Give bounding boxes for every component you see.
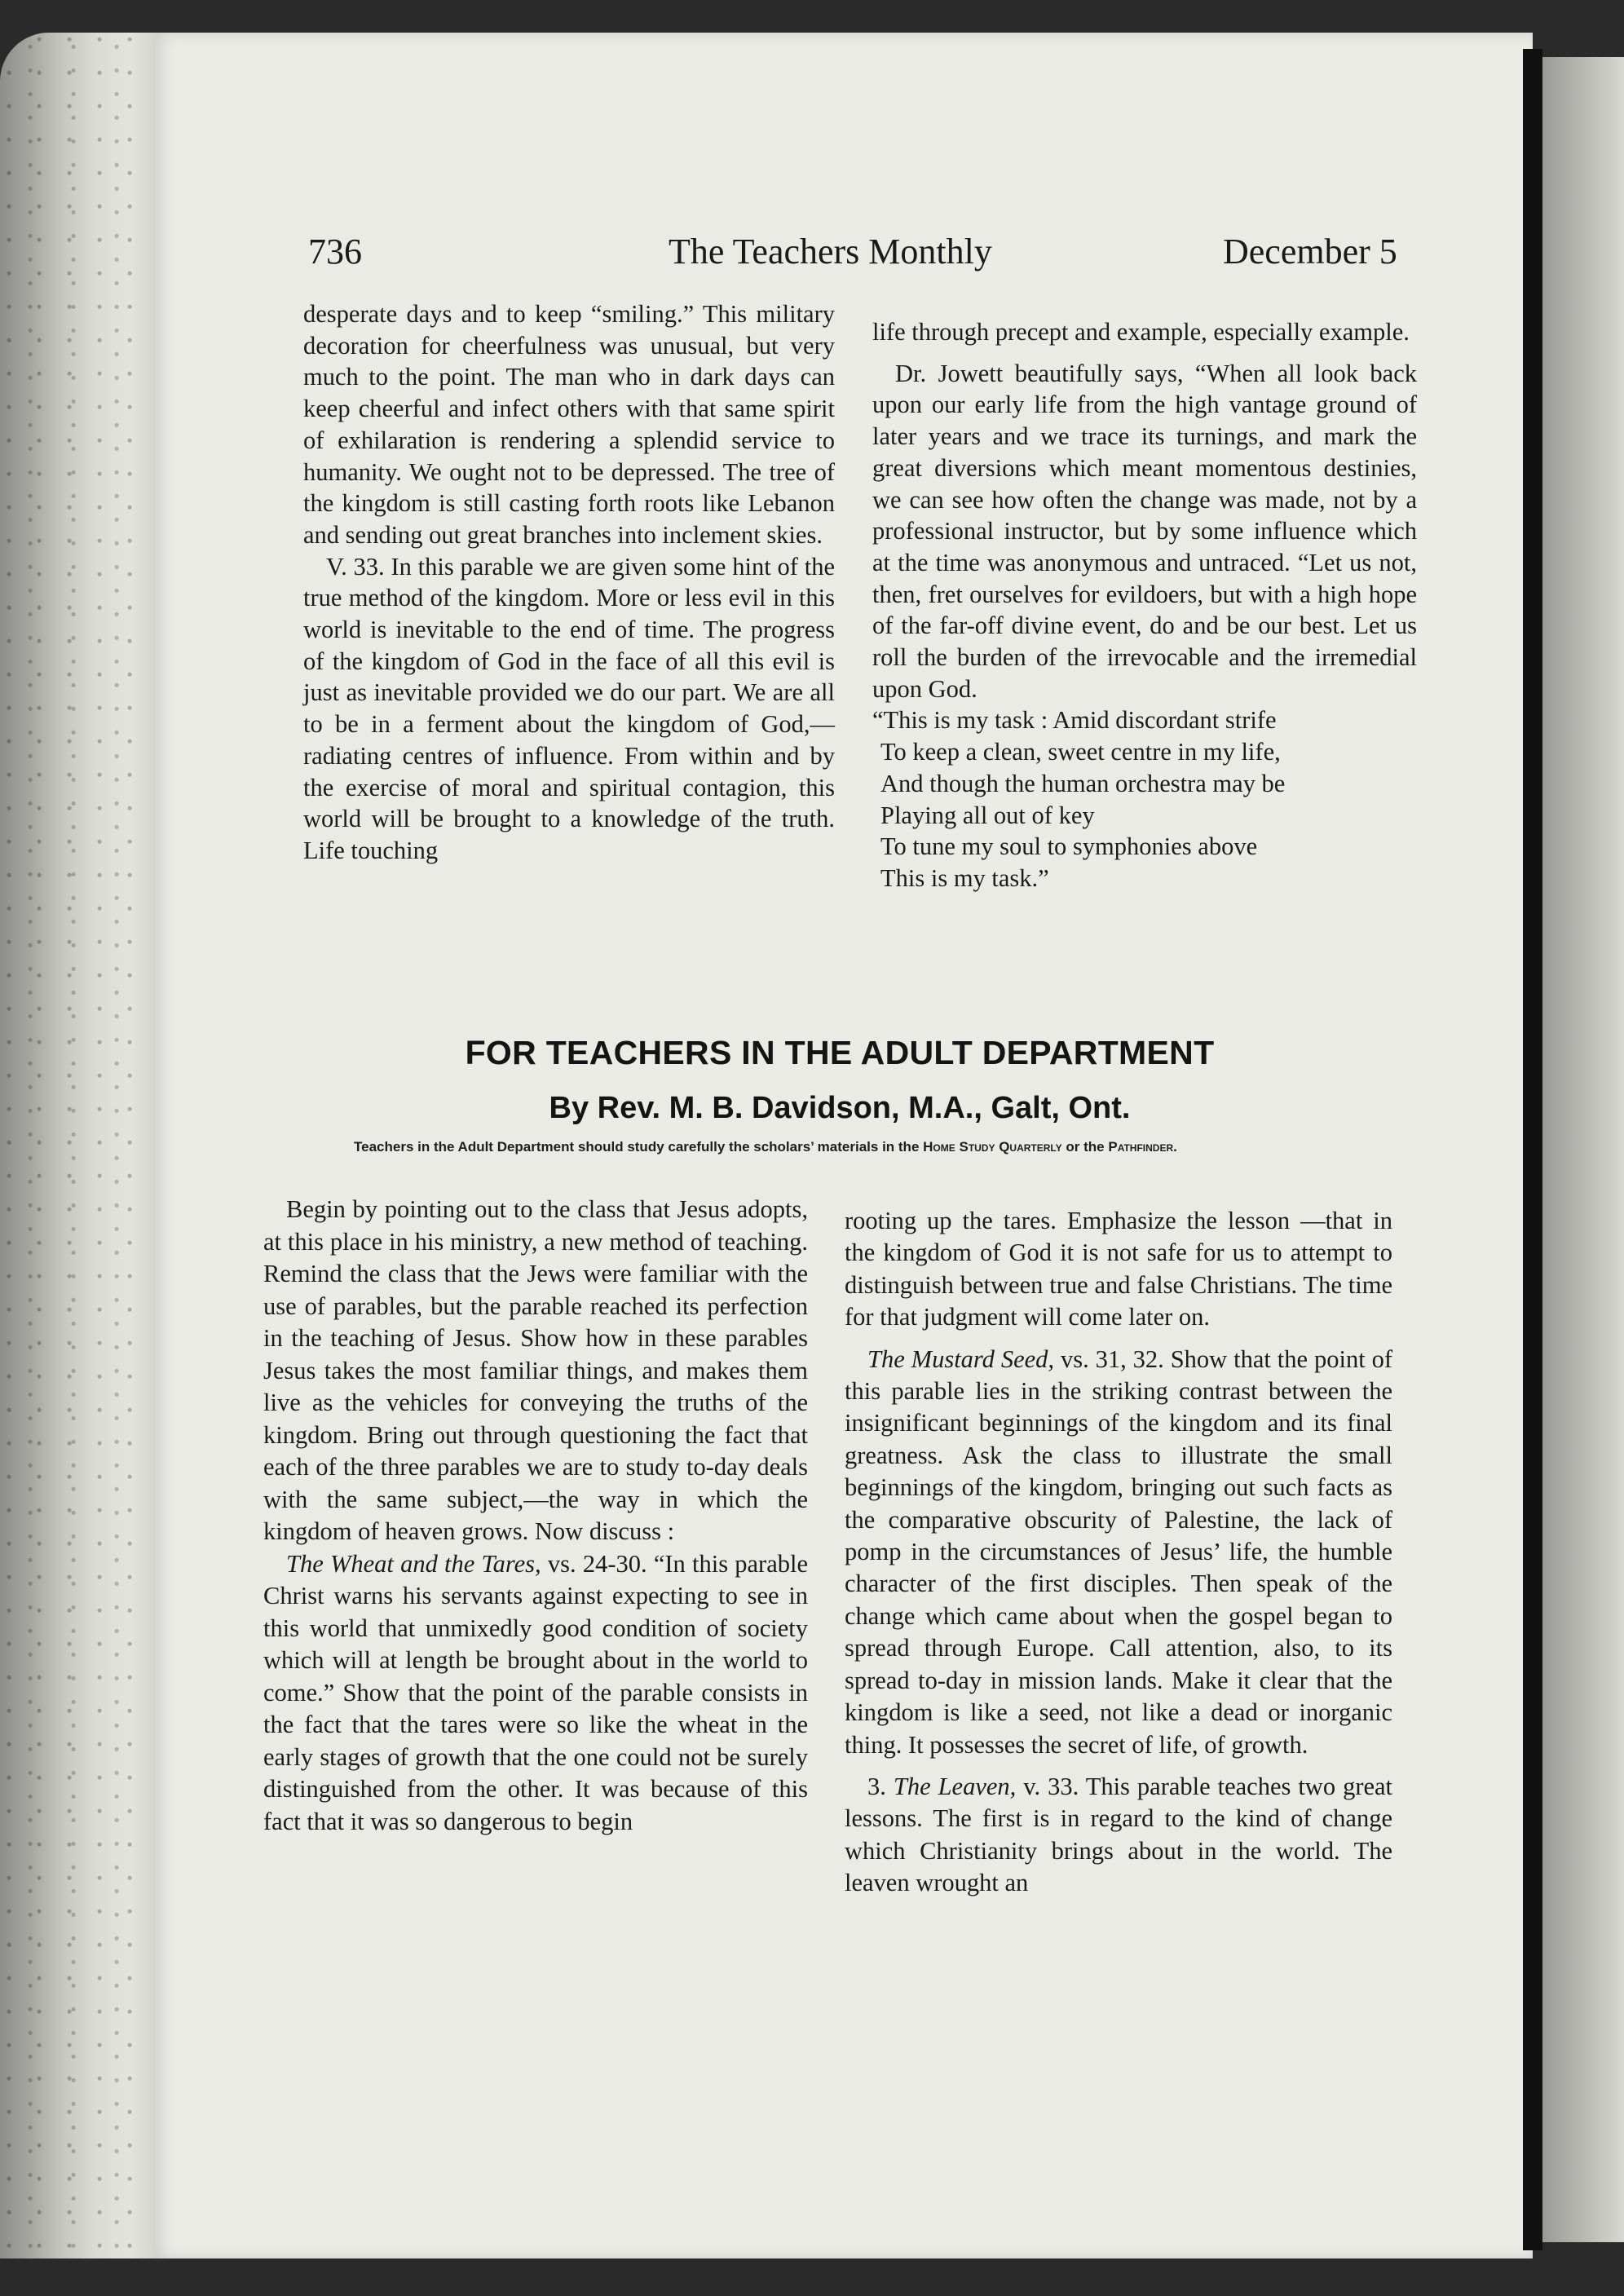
poem-line: Playing all out of key (880, 801, 1095, 829)
paragraph: rooting up the tares. Emphasize the lesson —that in the kingdom of God it is not safe for us to attempt to distinguish between true and false Christians. The time for that judgment will come later on. (845, 1207, 1392, 1331)
subheading: The Leaven, (893, 1772, 1017, 1800)
paragraph (845, 1771, 1392, 1900)
top-left-column (303, 298, 835, 867)
paragraph (845, 1344, 1392, 1761)
subheading: The Mustard Seed, (867, 1344, 1055, 1373)
section-heading: FOR TEACHERS IN THE ADULT DEPARTMENT (465, 1034, 1215, 1071)
paragraph-text: vs. 31, 32. Show that the point of this parable lies in the striking contrast between the insignificant beginnings of the kingdom and its final greatness. Ask the class to illustrate the small beginnings of the kingdom, bringing out such facts as the comparative obscurity of Palestine, the lack of pomp in the circumstances of Jesus’ life, the humble character of the first disciples. Then speak of the change which came about when the gospel began to spread through Europe. Call attention, also, to its spread to-day in mission lands. Make it clear that the kingdom is like a seed, not like a dead or inorganic thing. It possesses the secret of life, of growth. (845, 1344, 1392, 1759)
paragraph-text: v. 33. This parable teaches two great lessons. The first is in regard to the kind of change which Christianity brings about in the world. The leaven wrought an (845, 1772, 1393, 1897)
book-gutter (1523, 49, 1542, 2250)
section-note (274, 1138, 1407, 1156)
bottom-right-column (845, 1205, 1392, 1900)
poem (872, 704, 1417, 894)
paragraph: desperate days and to keep “smiling.” This military decoration for cheerfulness was unusual, but very much to the point. The man who in dark days can keep cheerful and infect others with that same spirit of exhilaration is rendering a splendid service to humanity. We ought not to be depressed. The tree of the kingdom is still casting forth roots like Lebanon and sending out great branches into inclement skies. (303, 300, 835, 549)
issue-date: December 5 (1223, 232, 1397, 272)
paragraph: Dr. Jowett beautifully says, “When all look back upon our early life from the high vantage ground of later years and we trace its turnings, and mark the great diversions which meant momentous destinies, we can see how often the change was made, not by a professional instructor, but by some influence which at the time was anonymous and untraced. “Let us not, then, fret ourselves for evildoers, but with a high hope of the far-off divine event, do and be our best. Let us roll the burden of the irrevocable and the irremedial upon God. (872, 359, 1417, 703)
book-page-edges (0, 33, 163, 2258)
paragraph: V. 33. In this parable we are given some hint of the true method of the kingdom. More or less evil in this world is inevitable to the end of time. The progress of the kingdom of God in the face of all this evil is just as inevitable provided we do our part. We are all to be in a ferment about the kingdom of God,—radiating centres of influence. From within and by the exercise of moral and spiritual contagion, this world will be brought to a knowledge of the truth. Life touching (303, 552, 835, 864)
note-or: or the (1066, 1139, 1105, 1155)
poem-line: To tune my soul to symphonies above (880, 832, 1258, 861)
paragraph: Begin by pointing out to the class that Jesus adopts, at this place in his ministry, a new method of teaching. Remind the class that the Jews were familiar with the use of parables, but the parable reached its perfection in the teaching of Jesus. Show how in these parables Jesus takes the most familiar things, and makes them live as the vehicles for conveying the truths of the kingdom. Bring out through questioning the fact that each of the three parables we are to study to-day deals with the same subject,—the way in which the kingdom of heaven grows. Now discuss : (263, 1195, 808, 1545)
note-text: Teachers in the Adult Department should study carefully the scholars’ materials in the (354, 1139, 920, 1155)
top-right-column (872, 316, 1417, 894)
paragraph-text: vs. 24-30. “In this parable Christ warns his servants against expecting to see in this world that unmixedly good condition of society which will at length be brought about in the world to come.” Show that the point of the parable consists in the fact that the tares were so like the wheat in the early stages of growth that the one could not be surely distinguished from the other. It was because of this fact that it was so dangerous to begin (263, 1549, 809, 1835)
poem-line: “This is my task : Amid discordant strife (872, 706, 1277, 735)
note-quarterly: Home Study Quarterly (923, 1139, 1062, 1155)
poem-line: This is my task.” (880, 863, 1049, 892)
paragraph: life through precept and example, especially example. (872, 318, 1410, 346)
running-title: The Teachers Monthly (669, 232, 992, 272)
page-number: 736 (308, 232, 362, 272)
list-number: 3. (867, 1772, 886, 1800)
note-pathfinder: Pathfinder. (1108, 1139, 1177, 1155)
facing-page-edge (1542, 57, 1624, 2242)
poem-line: To keep a clean, sweet centre in my life, (880, 738, 1281, 766)
subheading: The Wheat and the Tares, (286, 1549, 541, 1578)
paragraph (263, 1548, 808, 1839)
byline: By Rev. M. B. Davidson, M.A., Galt, Ont. (549, 1091, 1131, 1125)
poem-line: And though the human orchestra may be (880, 769, 1286, 797)
bottom-left-column (263, 1194, 808, 1838)
